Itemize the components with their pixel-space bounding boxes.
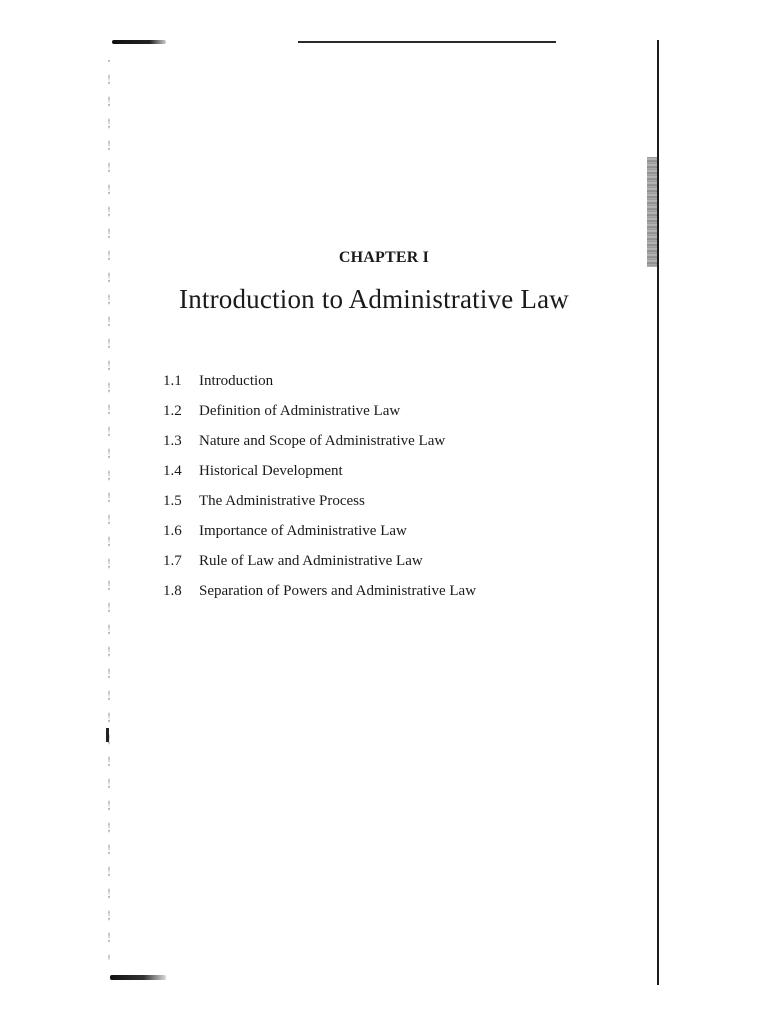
toc-item	[163, 516, 476, 546]
toc-number: 1.6	[163, 522, 182, 539]
toc-item	[163, 426, 476, 456]
toc-item	[163, 576, 476, 606]
toc-title: Nature and Scope of Administrative Law	[199, 432, 446, 449]
toc-item	[163, 486, 476, 516]
scan-left-edge	[108, 60, 110, 960]
toc-item	[163, 396, 476, 426]
toc-number: 1.4	[163, 462, 182, 479]
toc-item	[163, 546, 476, 576]
scan-top-rule	[298, 41, 556, 43]
toc-number: 1.3	[163, 432, 182, 449]
toc-number: 1.5	[163, 492, 182, 509]
toc-number: 1.1	[163, 372, 182, 389]
chapter-title: Introduction to Administrative Law	[179, 284, 569, 314]
toc-title: Importance of Administrative Law	[199, 522, 407, 539]
toc-title: Definition of Administrative Law	[199, 402, 401, 419]
toc-title: Introduction	[199, 372, 274, 389]
scan-edge-mark	[112, 40, 166, 44]
toc-number: 1.8	[163, 582, 182, 599]
toc-title: Separation of Powers and Administrative Law	[199, 582, 477, 599]
table-of-contents	[163, 366, 476, 606]
toc-title: Historical Development	[199, 462, 343, 479]
scan-right-rule	[657, 40, 659, 985]
scan-left-mark	[106, 728, 109, 742]
scan-edge-mark	[110, 975, 166, 980]
chapter-label: CHAPTER I	[338, 249, 430, 266]
toc-title: The Administrative Process	[199, 492, 365, 509]
toc-number: 1.2	[163, 402, 182, 419]
toc-number: 1.7	[163, 552, 182, 569]
toc-item	[163, 456, 476, 486]
toc-item	[163, 366, 476, 396]
toc-title: Rule of Law and Administrative Law	[199, 552, 423, 569]
